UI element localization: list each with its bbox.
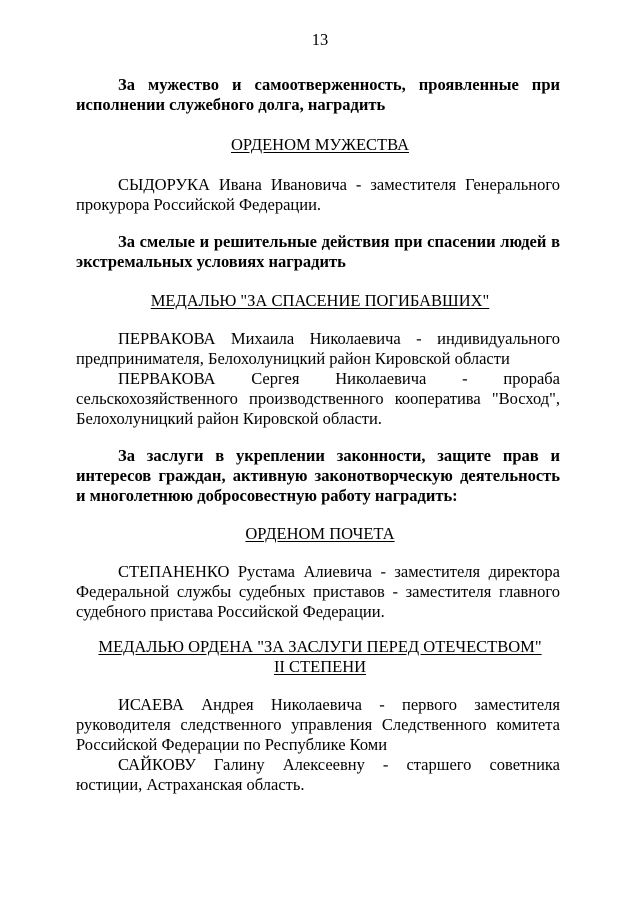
section1-recipient-1: СЫДОРУКА Ивана Ивановича - заместителя Генерального прокурора Российской Федерации. xyxy=(76,175,560,214)
section3-recipient-1: СТЕПАНЕНКО Рустама Алиевича - заместителя директора Федеральной службы судебных приставов - заместителя главного судебного пристава Российской Федерации. xyxy=(76,562,560,621)
section4-award-title-line1: МЕДАЛЬЮ ОРДЕНА "ЗА ЗАСЛУГИ ПЕРЕД ОТЕЧЕСТВОМ" xyxy=(98,637,542,656)
section4-recipient-2: САЙКОВУ Галину Алексеевну - старшего советника юстиции, Астраханская область. xyxy=(76,755,560,794)
section4-award-title-line2: II СТЕПЕНИ xyxy=(273,657,367,676)
page-number: 13 xyxy=(311,30,329,49)
section2-award-title: МЕДАЛЬЮ "ЗА СПАСЕНИЕ ПОГИБАВШИХ" xyxy=(150,291,490,310)
section3-intro: За заслуги в укреплении законности, защите прав и интересов граждан, активную законотворческую деятельность и многолетнюю добросовестную работу наградить: xyxy=(76,446,560,505)
section3-award-title: ОРДЕНОМ ПОЧЕТА xyxy=(245,524,395,543)
section2-recipient-2: ПЕРВАКОВА Сергея Николаевича - прораба сельскохозяйственного производственного кооператива "Восход", Белохолуницкий район Кировской области. xyxy=(76,369,560,428)
section2-recipient-1: ПЕРВАКОВА Михаила Николаевича - индивидуального предпринимателя, Белохолуницкий район Кировской области xyxy=(76,329,560,368)
section1-intro: За мужество и самоотверженность, проявленные при исполнении служебного долга, наградить xyxy=(76,75,560,114)
section1-award-title: ОРДЕНОМ МУЖЕСТВА xyxy=(231,135,409,154)
section4-recipient-1: ИСАЕВА Андрея Николаевича - первого заместителя руководителя следственного управления Следственного комитета Российской Федерации по Республике Коми xyxy=(76,695,560,754)
section2-intro: За смелые и решительные действия при спасении людей в экстремальных условиях наградить xyxy=(76,232,560,271)
